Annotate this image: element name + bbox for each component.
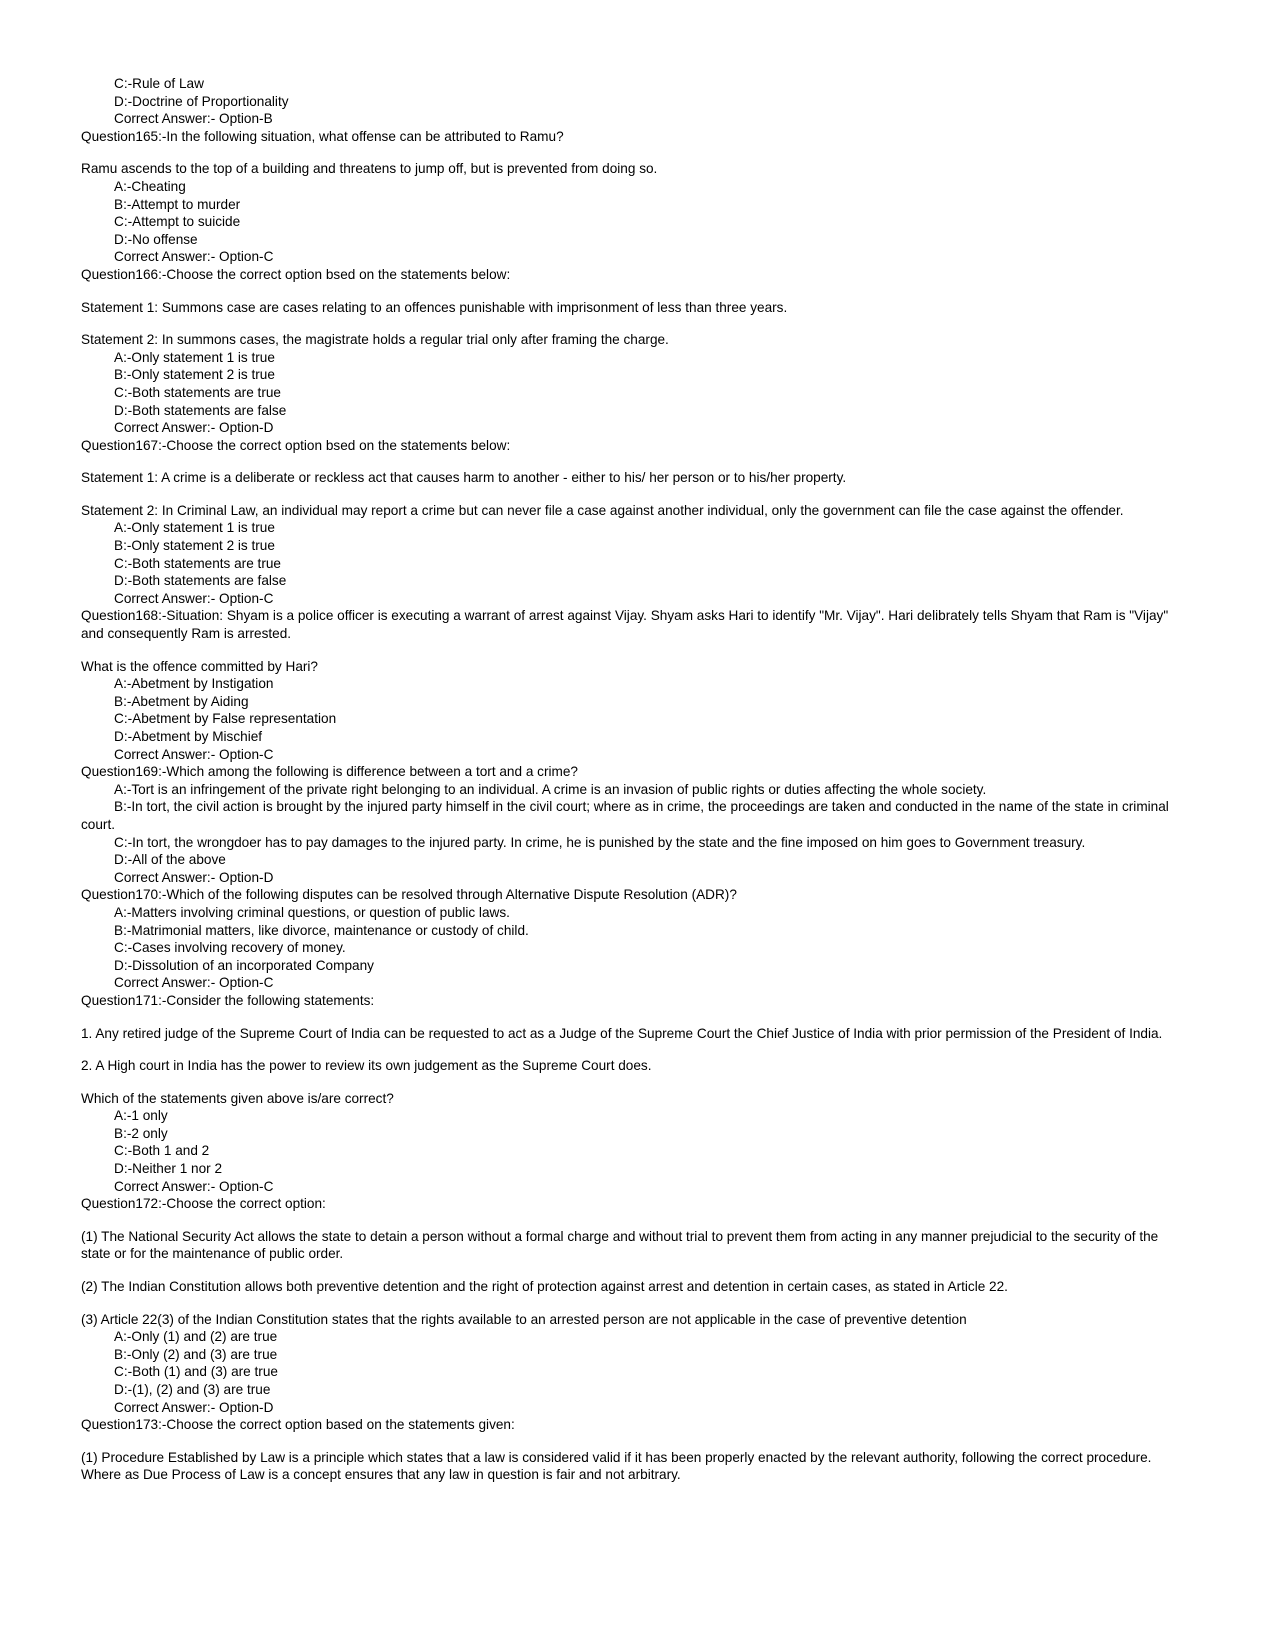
option-a: A:-Abetment by Instigation: [114, 676, 274, 692]
option-c: C:-Both (1) and (3) are true: [114, 1364, 278, 1380]
option-b: B:-Only (2) and (3) are true: [114, 1346, 278, 1362]
option-a: A:-Tort is an infringement of the private right belonging to an individual. A crime is an invasion of public rights or duties affecting the whole society.: [114, 781, 987, 797]
question-title: Question165:-In the following situation, what offense can be attributed to Ramu?: [81, 128, 564, 144]
question-168: [81, 607, 1171, 763]
option-b: B:-Attempt to murder: [114, 196, 241, 212]
option-d: D:-Both statements are false: [114, 573, 287, 589]
statement-1: Statement 1: A crime is a deliberate or reckless act that causes harm to another - either to his/ her person or to his/her property.: [81, 470, 847, 486]
statement-2: 2. A High court in India has the power to review its own judgement as the Supreme Court does.: [81, 1058, 652, 1074]
question-body: Which of the statements given above is/are correct?: [81, 1090, 394, 1106]
option-b: B:-Only statement 2 is true: [114, 367, 275, 383]
option-a: A:-Only statement 1 is true: [114, 520, 275, 536]
correct-answer: Correct Answer:- Option-D: [114, 1399, 274, 1415]
question-166: [81, 266, 1171, 437]
question-title: Question173:-Choose the correct option based on the statements given:: [81, 1417, 515, 1433]
option-d: D:-Dissolution of an incorporated Company: [114, 957, 374, 973]
option-a: A:-Only statement 1 is true: [114, 349, 275, 365]
option-a: A:-1 only: [114, 1108, 168, 1124]
statement-2: Statement 2: In Criminal Law, an individual may report a crime but can never file a case against another individual, only the government can file the case against the offender.: [81, 502, 1124, 518]
correct-answer: Correct Answer:- Option-B: [114, 111, 273, 127]
question-title: Question167:-Choose the correct option bsed on the statements below:: [81, 437, 511, 453]
question-title: Question172:-Choose the correct option:: [81, 1196, 326, 1212]
option-a: A:-Cheating: [114, 178, 186, 194]
question-171: [81, 992, 1171, 1195]
statement-1: Statement 1: Summons case are cases relating to an offences punishable with imprisonment of less than three years.: [81, 299, 788, 315]
question-title: Question171:-Consider the following statements:: [81, 992, 375, 1008]
option-d: D:-No offense: [114, 231, 198, 247]
question-167: [81, 437, 1171, 608]
option-b: B:-Matrimonial matters, like divorce, maintenance or custody of child.: [114, 922, 529, 938]
statement-1: (1) The National Security Act allows the state to detain a person without a formal charge and without trial to prevent them from acting in any manner prejudicial to the security of the state or for the maintenance of public order.: [81, 1228, 1159, 1262]
question-body: Ramu ascends to the top of a building and threatens to jump off, but is prevented from doing so.: [81, 161, 658, 177]
correct-answer: Correct Answer:- Option-C: [114, 975, 274, 991]
option-b: B:-Only statement 2 is true: [114, 538, 275, 554]
question-173: [81, 1416, 1171, 1484]
statement-3: (3) Article 22(3) of the Indian Constitution states that the rights available to an arrested person are not applicable in the case of preventive detention: [81, 1311, 967, 1327]
question-165: [81, 128, 1171, 266]
statement-2: (2) The Indian Constitution allows both preventive detention and the right of protection against arrest and detention in certain cases, as stated in Article 22.: [81, 1279, 1008, 1295]
correct-answer: Correct Answer:- Option-C: [114, 590, 274, 606]
option-c: C:-Rule of Law: [114, 76, 204, 91]
option-d: D:-Both statements are false: [114, 402, 287, 418]
correct-answer: Correct Answer:- Option-C: [114, 1178, 274, 1194]
option-a: A:-Matters involving criminal questions, or question of public laws.: [114, 904, 510, 920]
option-c: C:-Abetment by False representation: [114, 711, 337, 727]
option-d: D:-Neither 1 nor 2: [114, 1161, 223, 1177]
correct-answer: Correct Answer:- Option-C: [114, 746, 274, 762]
option-b: B:-Abetment by Aiding: [114, 693, 249, 709]
option-a: A:-Only (1) and (2) are true: [114, 1329, 278, 1345]
option-b: B:-In tort, the civil action is brought by the injured party himself in the civil court; where as in crime, the proceedings are taken and conducted in the name of the state in criminal court.: [81, 799, 1169, 832]
option-c: C:-Both statements are true: [114, 555, 281, 571]
option-d: D:-Doctrine of Proportionality: [114, 93, 289, 109]
option-c: C:-In tort, the wrongdoer has to pay damages to the injured party. In crime, he is punished by the state and the fine imposed on him goes to Government treasury.: [114, 834, 1086, 850]
option-c: C:-Both statements are true: [114, 384, 281, 400]
question-title: Question166:-Choose the correct option bsed on the statements below:: [81, 266, 511, 282]
question-title: Question168:-Situation: Shyam is a police officer is executing a warrant of arrest against Vijay. Shyam asks Hari to identify "Mr. Vijay". Hari delibrately tells Shyam that Ram is "Vijay" and consequently Ram is arrested.: [81, 608, 1169, 642]
question-164-tail: [81, 75, 1171, 128]
question-title: Question170:-Which of the following disputes can be resolved through Alternative Dispute Resolution (ADR)?: [81, 887, 737, 903]
correct-answer: Correct Answer:- Option-D: [114, 420, 274, 436]
question-172: [81, 1195, 1171, 1416]
option-c: C:-Cases involving recovery of money.: [114, 940, 346, 956]
question-list: [81, 75, 1171, 1484]
question-title: Question169:-Which among the following is difference between a tort and a crime?: [81, 764, 578, 780]
option-d: D:-(1), (2) and (3) are true: [114, 1382, 271, 1397]
option-d: D:-All of the above: [114, 852, 226, 868]
question-170: [81, 886, 1171, 992]
question-body: What is the offence committed by Hari?: [81, 658, 318, 674]
option-c: C:-Attempt to suicide: [114, 214, 241, 230]
correct-answer: Correct Answer:- Option-D: [114, 869, 274, 885]
statement-2: Statement 2: In summons cases, the magistrate holds a regular trial only after framing the charge.: [81, 332, 669, 348]
option-b: B:-2 only: [114, 1125, 168, 1141]
statement-1: 1. Any retired judge of the Supreme Court of India can be requested to act as a Judge of the Supreme Court the Chief Justice of India with prior permission of the President of India.: [81, 1025, 1163, 1041]
option-c: C:-Both 1 and 2: [114, 1143, 210, 1159]
statement-1: (1) Procedure Established by Law is a principle which states that a law is considered valid if it has been properly enacted by the relevant authority, following the correct procedure. Where as Due Process of Law is a concept ensures that any law in question is fair and not arbitrary.: [81, 1449, 1152, 1483]
question-169: [81, 763, 1171, 886]
option-d: D:-Abetment by Mischief: [114, 729, 263, 744]
correct-answer: Correct Answer:- Option-C: [114, 249, 274, 265]
